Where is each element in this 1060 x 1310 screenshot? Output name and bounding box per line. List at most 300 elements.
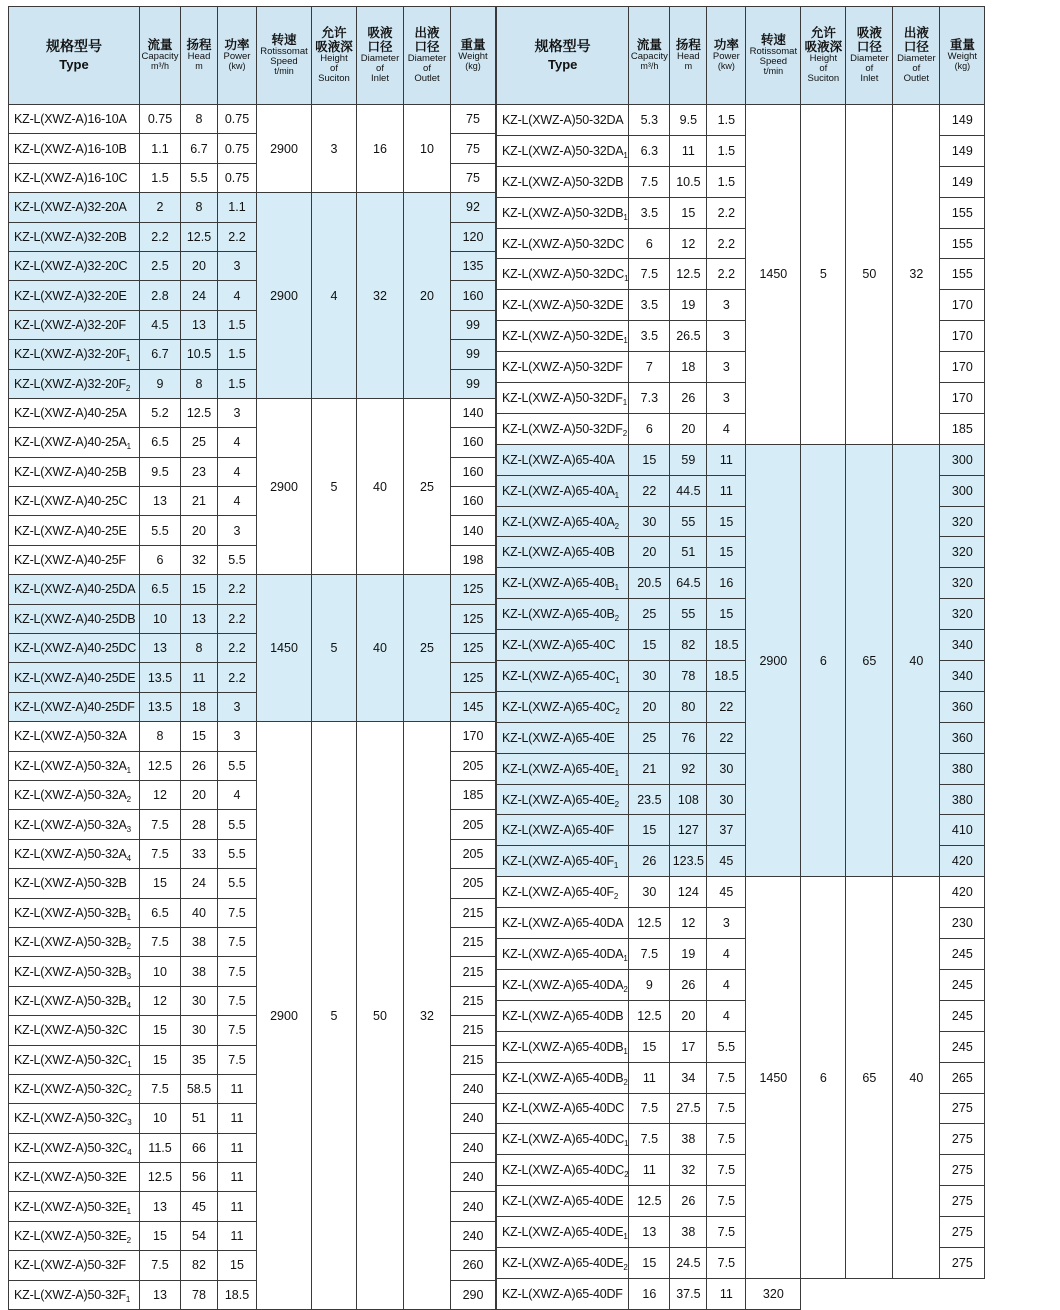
cell-head: 58.5 <box>181 1074 218 1103</box>
cell-power: 45 <box>707 846 746 877</box>
cell-weight: 99 <box>451 310 496 339</box>
header-power <box>218 7 257 105</box>
cell-weight: 275 <box>940 1124 985 1155</box>
cell-power: 7.5 <box>218 898 257 927</box>
cell-capacity: 7.3 <box>629 383 670 414</box>
header-suction-en: Height of Suciton <box>318 52 350 84</box>
cell-type: KZ-L(XWZ-A)40-25C <box>9 487 140 516</box>
cell-capacity: 5.5 <box>140 516 181 545</box>
cell-speed: 2900 <box>257 722 312 1310</box>
cell-weight: 420 <box>940 877 985 908</box>
cell-weight: 205 <box>451 869 496 898</box>
cell-head: 8 <box>181 193 218 222</box>
header-outlet-zh: 出液 口径 <box>903 26 929 54</box>
cell-power: 1.5 <box>707 105 746 136</box>
cell-head: 12.5 <box>670 259 707 290</box>
cell-type: KZ-L(XWZ-A)65-40B <box>497 537 629 568</box>
cell-capacity: 15 <box>629 1031 670 1062</box>
cell-capacity: 6.5 <box>140 898 181 927</box>
cell-power: 3 <box>707 908 746 939</box>
cell-type: KZ-L(XWZ-A)65-40C <box>497 630 629 661</box>
header-capacity <box>140 7 181 105</box>
cell-capacity: 12.5 <box>140 1163 181 1192</box>
header-power-zh: 功率 <box>713 38 739 53</box>
cell-type: KZ-L(XWZ-A)50-32DC <box>497 228 629 259</box>
cell-capacity: 25 <box>629 722 670 753</box>
header-head-en: Head <box>677 51 700 63</box>
cell-weight: 170 <box>940 321 985 352</box>
header-weight-unit: (kg) <box>465 61 481 72</box>
cell-head: 6.7 <box>181 134 218 163</box>
cell-type: $KZ-L(XWZ-A)65-40E_1$ <box>497 753 629 784</box>
cell-weight: 240 <box>451 1133 496 1162</box>
cell-inlet: 40 <box>357 575 404 722</box>
cell-head: 32 <box>670 1155 707 1186</box>
cell-weight: 410 <box>940 815 985 846</box>
cell-type: $KZ-L(XWZ-A)50-32A_4$ <box>9 839 140 868</box>
cell-type: KZ-L(XWZ-A)32-20F <box>9 310 140 339</box>
cell-power: 2.2 <box>707 197 746 228</box>
cell-type: $KZ-L(XWZ-A)65-40DB_1$ <box>497 1031 629 1062</box>
cell-head: 37.5 <box>670 1278 707 1309</box>
cell-head: 19 <box>670 290 707 321</box>
header-outlet <box>404 7 451 105</box>
cell-type: KZ-L(XWZ-A)65-40DB <box>497 1000 629 1031</box>
cell-capacity: 20 <box>629 691 670 722</box>
cell-type: KZ-L(XWZ-A)40-25F <box>9 545 140 574</box>
cell-head: 10.5 <box>181 340 218 369</box>
cell-head: 8 <box>181 369 218 398</box>
header-head-unit: m <box>195 61 203 72</box>
cell-capacity: 15 <box>629 1247 670 1278</box>
header-power <box>707 7 746 105</box>
cell-type: $KZ-L(XWZ-A)32-20F_1$ <box>9 340 140 369</box>
cell-power: 7.5 <box>218 927 257 956</box>
cell-power: 1.1 <box>218 193 257 222</box>
cell-capacity: 12 <box>140 986 181 1015</box>
header-inlet <box>846 7 893 105</box>
cell-head: 24 <box>181 869 218 898</box>
cell-capacity: 11 <box>629 1062 670 1093</box>
cell-capacity: 15 <box>140 1221 181 1250</box>
cell-weight: 240 <box>451 1104 496 1133</box>
cell-weight: 215 <box>451 957 496 986</box>
cell-head: 20 <box>181 516 218 545</box>
cell-head: 27.5 <box>670 1093 707 1124</box>
cell-type: $KZ-L(XWZ-A)40-25A_1$ <box>9 428 140 457</box>
cell-head: 25 <box>181 428 218 457</box>
cell-type: KZ-L(XWZ-A)40-25DE <box>9 663 140 692</box>
cell-weight: 275 <box>940 1247 985 1278</box>
header-weight-en: Weight <box>947 51 978 63</box>
header-power-unit: (kw) <box>228 61 246 72</box>
cell-power: 7.5 <box>707 1093 746 1124</box>
cell-weight: 240 <box>451 1163 496 1192</box>
header-power-en: Power <box>712 51 740 63</box>
cell-power: 4 <box>218 428 257 457</box>
cell-capacity: 0.75 <box>140 105 181 134</box>
cell-capacity: 12.5 <box>629 1000 670 1031</box>
cell-capacity: 2.5 <box>140 251 181 280</box>
cell-capacity: 2 <box>140 193 181 222</box>
cell-head: 24.5 <box>670 1247 707 1278</box>
cell-capacity: 22 <box>629 475 670 506</box>
cell-weight: 185 <box>940 413 985 444</box>
cell-weight: 149 <box>940 166 985 197</box>
cell-power: 7.5 <box>218 957 257 986</box>
cell-head: 92 <box>670 753 707 784</box>
cell-capacity: 10 <box>140 604 181 633</box>
cell-type: KZ-L(XWZ-A)16-10B <box>9 134 140 163</box>
cell-type: $KZ-L(XWZ-A)65-40A_1$ <box>497 475 629 506</box>
cell-head: 20 <box>181 780 218 809</box>
header-head-zh: 扬程 <box>675 38 701 53</box>
cell-suction: 5 <box>312 722 357 1310</box>
cell-power: 4 <box>707 969 746 1000</box>
header-outlet-en: Diameter of Outlet <box>897 52 936 84</box>
cell-capacity: 20 <box>629 537 670 568</box>
cell-type: $KZ-L(XWZ-A)65-40F_2$ <box>497 877 629 908</box>
cell-power: 3 <box>218 722 257 751</box>
cell-head: 11 <box>181 663 218 692</box>
cell-weight: 92 <box>451 193 496 222</box>
cell-power: 1.5 <box>218 369 257 398</box>
cell-type: $KZ-L(XWZ-A)50-32DF_2$ <box>497 413 629 444</box>
header-suction-zh: 允许 吸液深 <box>804 26 843 54</box>
cell-weight: 149 <box>940 135 985 166</box>
cell-capacity: 16 <box>629 1278 670 1309</box>
cell-power: 3 <box>218 398 257 427</box>
tables-wrapper <box>8 6 1052 1310</box>
cell-weight: 300 <box>940 444 985 475</box>
cell-head: 12.5 <box>181 398 218 427</box>
cell-head: 56 <box>181 1163 218 1192</box>
cell-type: KZ-L(XWZ-A)65-40DE <box>497 1186 629 1217</box>
cell-capacity: 4.5 <box>140 310 181 339</box>
cell-capacity: 1.5 <box>140 163 181 192</box>
cell-head: 124 <box>670 877 707 908</box>
header-suction-en: Height of Suciton <box>807 52 840 84</box>
cell-power: 7.5 <box>707 1247 746 1278</box>
header-suction-zh: 允许 吸液深 <box>315 26 353 54</box>
cell-power: 0.75 <box>218 163 257 192</box>
cell-power: 5.5 <box>218 839 257 868</box>
cell-capacity: 13 <box>140 487 181 516</box>
header-speed <box>746 7 801 105</box>
cell-type: KZ-L(XWZ-A)50-32DA <box>497 105 629 136</box>
cell-head: 28 <box>181 810 218 839</box>
cell-type: $KZ-L(XWZ-A)65-40C_1$ <box>497 661 629 692</box>
cell-power: 2.2 <box>707 228 746 259</box>
cell-weight: 320 <box>940 568 985 599</box>
cell-capacity: 2.8 <box>140 281 181 310</box>
cell-power: 2.2 <box>218 663 257 692</box>
table-row <box>9 575 496 604</box>
cell-suction: 6 <box>801 444 846 876</box>
cell-head: 55 <box>670 599 707 630</box>
table-header <box>497 7 985 105</box>
cell-weight: 170 <box>940 352 985 383</box>
cell-power: 11 <box>218 1192 257 1221</box>
cell-head: 34 <box>670 1062 707 1093</box>
cell-type: $KZ-L(XWZ-A)50-32A_3$ <box>9 810 140 839</box>
cell-type: $KZ-L(XWZ-A)65-40DB_2$ <box>497 1062 629 1093</box>
cell-power: 30 <box>707 753 746 784</box>
cell-speed: 2900 <box>257 105 312 193</box>
cell-type: KZ-L(XWZ-A)32-20B <box>9 222 140 251</box>
table-header <box>9 7 496 105</box>
cell-weight: 245 <box>940 969 985 1000</box>
cell-capacity: 3.5 <box>629 290 670 321</box>
cell-suction: 3 <box>312 105 357 193</box>
cell-type: $KZ-L(XWZ-A)50-32B_1$ <box>9 898 140 927</box>
cell-suction: 4 <box>312 193 357 399</box>
cell-suction: 6 <box>801 877 846 1279</box>
cell-head: 21 <box>181 487 218 516</box>
cell-type: KZ-L(XWZ-A)65-40F <box>497 815 629 846</box>
cell-power: 11 <box>218 1104 257 1133</box>
cell-type: $KZ-L(XWZ-A)50-32DA_1$ <box>497 135 629 166</box>
cell-type: KZ-L(XWZ-A)40-25DF <box>9 692 140 721</box>
table-row <box>9 722 496 751</box>
header-inlet-zh: 吸液 口径 <box>367 26 393 54</box>
cell-type: $KZ-L(XWZ-A)50-32DF_1$ <box>497 383 629 414</box>
header-speed-en: Rotissomat Speed <box>260 46 308 68</box>
cell-weight: 380 <box>940 753 985 784</box>
cell-power: 4 <box>218 457 257 486</box>
cell-head: 108 <box>670 784 707 815</box>
cell-head: 15 <box>181 722 218 751</box>
cell-head: 15 <box>181 575 218 604</box>
cell-type: $KZ-L(XWZ-A)50-32B_3$ <box>9 957 140 986</box>
cell-type: KZ-L(XWZ-A)40-25DC <box>9 634 140 663</box>
cell-capacity: 30 <box>629 877 670 908</box>
pump-spec-table-right <box>496 6 985 1310</box>
cell-type: KZ-L(XWZ-A)40-25E <box>9 516 140 545</box>
cell-weight: 140 <box>451 398 496 427</box>
cell-head: 82 <box>670 630 707 661</box>
cell-head: 38 <box>181 927 218 956</box>
cell-type: $KZ-L(XWZ-A)65-40DC_2$ <box>497 1155 629 1186</box>
cell-type: $KZ-L(XWZ-A)50-32E_1$ <box>9 1192 140 1221</box>
cell-power: 5.5 <box>218 869 257 898</box>
cell-head: 127 <box>670 815 707 846</box>
cell-weight: 99 <box>451 340 496 369</box>
cell-type: KZ-L(XWZ-A)50-32A <box>9 722 140 751</box>
header-inlet-en: Diameter of Inlet <box>850 52 889 84</box>
cell-type: $KZ-L(XWZ-A)50-32C_3$ <box>9 1104 140 1133</box>
cell-power: 4 <box>218 780 257 809</box>
cell-head: 32 <box>181 545 218 574</box>
header-suction <box>312 7 357 105</box>
cell-capacity: 21 <box>629 753 670 784</box>
cell-capacity: 2.2 <box>140 222 181 251</box>
cell-head: 26 <box>670 1186 707 1217</box>
cell-head: 38 <box>670 1124 707 1155</box>
cell-capacity: 13 <box>140 634 181 663</box>
header-inlet <box>357 7 404 105</box>
cell-type: KZ-L(XWZ-A)65-40DA <box>497 908 629 939</box>
cell-power: 11 <box>707 1278 746 1309</box>
cell-power: 18.5 <box>707 661 746 692</box>
cell-type: KZ-L(XWZ-A)32-20A <box>9 193 140 222</box>
cell-capacity: 6.5 <box>140 428 181 457</box>
cell-capacity: 12.5 <box>629 908 670 939</box>
cell-capacity: 20.5 <box>629 568 670 599</box>
cell-weight: 125 <box>451 604 496 633</box>
cell-outlet: 32 <box>893 105 940 445</box>
cell-type: KZ-L(XWZ-A)40-25B <box>9 457 140 486</box>
cell-capacity: 6.3 <box>629 135 670 166</box>
cell-weight: 170 <box>940 383 985 414</box>
cell-type: $KZ-L(XWZ-A)32-20F_2$ <box>9 369 140 398</box>
cell-capacity: 9.5 <box>140 457 181 486</box>
cell-weight: 340 <box>940 630 985 661</box>
cell-weight: 140 <box>451 516 496 545</box>
header-weight <box>940 7 985 105</box>
cell-capacity: 15 <box>140 1045 181 1074</box>
cell-head: 82 <box>181 1251 218 1280</box>
cell-weight: 205 <box>451 751 496 780</box>
cell-weight: 160 <box>451 428 496 457</box>
cell-capacity: 3.5 <box>629 321 670 352</box>
cell-type: KZ-L(XWZ-A)50-32DE <box>497 290 629 321</box>
cell-type: KZ-L(XWZ-A)50-32F <box>9 1251 140 1280</box>
cell-head: 76 <box>670 722 707 753</box>
cell-capacity: 13 <box>140 1280 181 1309</box>
cell-head: 17 <box>670 1031 707 1062</box>
cell-weight: 185 <box>451 780 496 809</box>
header-head <box>181 7 218 105</box>
cell-weight: 125 <box>451 575 496 604</box>
cell-capacity: 12.5 <box>140 751 181 780</box>
cell-inlet: 65 <box>846 877 893 1279</box>
cell-weight: 155 <box>940 259 985 290</box>
header-type: 规格型号 Type <box>9 7 140 105</box>
cell-capacity: 11 <box>629 1155 670 1186</box>
cell-weight: 99 <box>451 369 496 398</box>
cell-head: 45 <box>181 1192 218 1221</box>
cell-head: 12.5 <box>181 222 218 251</box>
cell-suction: 5 <box>312 398 357 574</box>
cell-weight: 160 <box>451 457 496 486</box>
cell-power: 3 <box>707 290 746 321</box>
cell-type: $KZ-L(XWZ-A)65-40B_2$ <box>497 599 629 630</box>
cell-power: 7.5 <box>707 1124 746 1155</box>
header-weight-en: Weight <box>458 51 488 63</box>
cell-capacity: 15 <box>629 630 670 661</box>
cell-weight: 215 <box>451 898 496 927</box>
cell-weight: 205 <box>451 839 496 868</box>
cell-capacity: 6.5 <box>140 575 181 604</box>
header-power-zh: 功率 <box>224 38 250 53</box>
header-speed <box>257 7 312 105</box>
header-suction <box>801 7 846 105</box>
cell-type: KZ-L(XWZ-A)65-40DC <box>497 1093 629 1124</box>
cell-type: $KZ-L(XWZ-A)65-40F_1$ <box>497 846 629 877</box>
cell-outlet: 25 <box>404 398 451 574</box>
cell-capacity: 7.5 <box>629 1093 670 1124</box>
cell-outlet: 40 <box>893 877 940 1279</box>
cell-power: 7.5 <box>707 1062 746 1093</box>
cell-capacity: 12.5 <box>629 1186 670 1217</box>
cell-head: 8 <box>181 105 218 134</box>
cell-type: $KZ-L(XWZ-A)50-32A_1$ <box>9 751 140 780</box>
header-inlet-zh: 吸液 口径 <box>856 26 882 54</box>
cell-power: 22 <box>707 691 746 722</box>
cell-power: 15 <box>707 599 746 630</box>
header-capacity-zh: 流量 <box>636 38 662 53</box>
header-head-zh: 扬程 <box>186 38 212 53</box>
cell-speed: 2900 <box>746 444 801 876</box>
cell-power: 15 <box>218 1251 257 1280</box>
cell-head: 10.5 <box>670 166 707 197</box>
cell-type: KZ-L(XWZ-A)65-40E <box>497 722 629 753</box>
cell-capacity: 7.5 <box>140 810 181 839</box>
cell-weight: 149 <box>940 105 985 136</box>
cell-capacity: 23.5 <box>629 784 670 815</box>
cell-type: $KZ-L(XWZ-A)65-40DC_1$ <box>497 1124 629 1155</box>
cell-head: 26 <box>670 383 707 414</box>
cell-power: 3 <box>707 352 746 383</box>
cell-weight: 170 <box>451 722 496 751</box>
cell-weight: 75 <box>451 163 496 192</box>
cell-head: 51 <box>181 1104 218 1133</box>
header-capacity <box>629 7 670 105</box>
cell-type: KZ-L(XWZ-A)16-10C <box>9 163 140 192</box>
cell-type: KZ-L(XWZ-A)32-20E <box>9 281 140 310</box>
cell-power: 11 <box>218 1074 257 1103</box>
cell-capacity: 7.5 <box>140 1074 181 1103</box>
cell-weight: 125 <box>451 663 496 692</box>
table-row <box>9 398 496 427</box>
cell-capacity: 6 <box>629 413 670 444</box>
cell-weight: 170 <box>940 290 985 321</box>
cell-type: $KZ-L(XWZ-A)50-32C_4$ <box>9 1133 140 1162</box>
cell-power: 11 <box>218 1163 257 1192</box>
cell-power: 5.5 <box>218 810 257 839</box>
cell-type: $KZ-L(XWZ-A)50-32E_2$ <box>9 1221 140 1250</box>
cell-type: KZ-L(XWZ-A)16-10A <box>9 105 140 134</box>
cell-capacity: 7.5 <box>629 939 670 970</box>
cell-power: 45 <box>707 877 746 908</box>
cell-capacity: 7.5 <box>140 927 181 956</box>
cell-type: $KZ-L(XWZ-A)50-32A_2$ <box>9 780 140 809</box>
cell-inlet: 50 <box>846 105 893 445</box>
cell-power: 1.5 <box>707 135 746 166</box>
cell-head: 123.5 <box>670 846 707 877</box>
cell-capacity: 15 <box>140 869 181 898</box>
cell-type: KZ-L(XWZ-A)32-20C <box>9 251 140 280</box>
header-inlet-en: Diameter of Inlet <box>360 52 400 84</box>
cell-head: 20 <box>670 413 707 444</box>
cell-capacity: 3.5 <box>629 197 670 228</box>
cell-type: KZ-L(XWZ-A)40-25A <box>9 398 140 427</box>
cell-power: 16 <box>707 568 746 599</box>
cell-speed: 1450 <box>257 575 312 722</box>
cell-weight: 155 <box>940 197 985 228</box>
header-power-unit: (kw) <box>717 61 735 72</box>
cell-power: 4 <box>707 413 746 444</box>
cell-power: 7.5 <box>707 1186 746 1217</box>
cell-head: 78 <box>181 1280 218 1309</box>
cell-head: 38 <box>670 1217 707 1248</box>
header-capacity-en: Capacity <box>630 51 668 63</box>
header-weight-unit: (kg) <box>954 61 971 72</box>
cell-head: 20 <box>181 251 218 280</box>
cell-type: $KZ-L(XWZ-A)50-32DC_1$ <box>497 259 629 290</box>
cell-power: 2.2 <box>218 634 257 663</box>
